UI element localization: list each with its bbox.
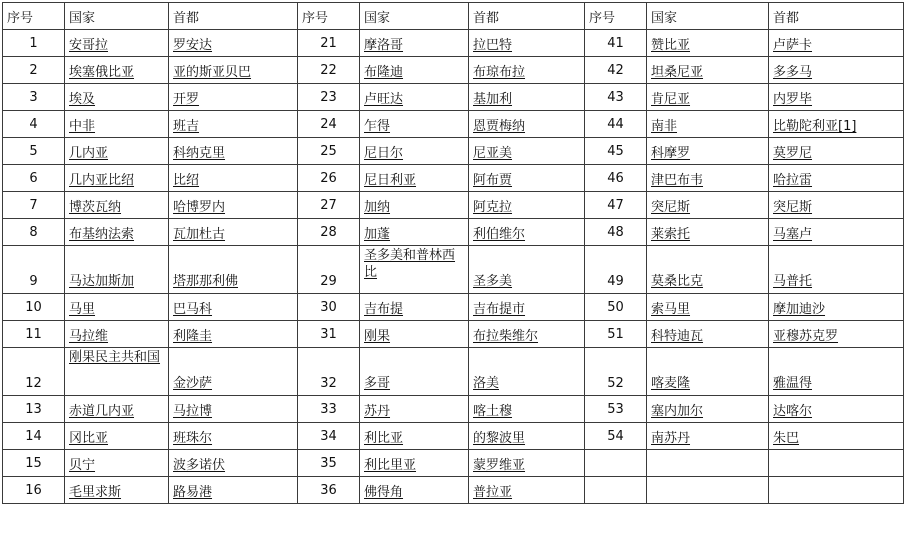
country-cell	[360, 294, 469, 321]
country-link[interactable]: 刚果	[364, 328, 391, 344]
capital-cell	[469, 30, 585, 57]
country-cell	[65, 111, 169, 138]
country-cell	[65, 219, 169, 246]
capital-link[interactable]: 开罗	[173, 91, 200, 107]
country-cell	[360, 246, 469, 294]
country-link[interactable]: 加蓬	[364, 226, 391, 242]
table-row	[3, 219, 904, 246]
row-index: 36	[298, 477, 360, 504]
row-index: 11	[3, 321, 65, 348]
country-cell	[647, 30, 769, 57]
capital-cell	[169, 423, 298, 450]
row-index: 46	[585, 165, 647, 192]
country-link[interactable]: 塞内加尔	[651, 403, 704, 419]
country-link[interactable]: 利比亚	[364, 430, 404, 446]
country-cell	[360, 396, 469, 423]
row-index: 25	[298, 138, 360, 165]
country-link[interactable]: 毛里求斯	[69, 484, 122, 500]
country-link[interactable]: 卢旺达	[364, 91, 404, 107]
country-link[interactable]: 尼日利亚	[364, 172, 417, 188]
country-cell	[65, 477, 169, 504]
capital-link[interactable]: 马塞卢	[773, 226, 813, 242]
country-link[interactable]: 赞比亚	[651, 37, 691, 53]
capital-link[interactable]: 利伯维尔	[473, 226, 526, 242]
capital-cell	[169, 30, 298, 57]
country-link[interactable]: 圣多美和普林西比	[364, 248, 456, 280]
country-link[interactable]: 贝宁	[69, 457, 96, 473]
row-index: 1	[3, 30, 65, 57]
capital-link[interactable]: 比勒陀利亚[1]	[773, 118, 857, 134]
capital-cell	[769, 396, 904, 423]
capital-link[interactable]: 基加利	[473, 91, 513, 107]
country-link[interactable]: 几内亚	[69, 145, 109, 161]
table-row	[3, 423, 904, 450]
capital-cell	[469, 138, 585, 165]
country-cell	[647, 192, 769, 219]
row-index: 31	[298, 321, 360, 348]
country-cell	[65, 165, 169, 192]
capital-link[interactable]: 朱巴	[773, 430, 800, 446]
country-cell	[65, 246, 169, 294]
country-link[interactable]: 刚果民主共和国	[69, 350, 161, 365]
row-index: 15	[3, 450, 65, 477]
capital-cell	[169, 84, 298, 111]
capital-link[interactable]: 罗安达	[173, 37, 213, 53]
row-index: 27	[298, 192, 360, 219]
header-index: 序号	[298, 3, 360, 30]
header-country: 国家	[647, 3, 769, 30]
row-index: 47	[585, 192, 647, 219]
row-index: 29	[298, 246, 360, 294]
capital-cell	[169, 138, 298, 165]
country-cell	[647, 477, 769, 504]
country-link[interactable]: 莱索托	[651, 226, 691, 242]
row-index: 51	[585, 321, 647, 348]
country-cell	[360, 111, 469, 138]
country-cell	[647, 138, 769, 165]
header-index: 序号	[3, 3, 65, 30]
row-index: 32	[298, 348, 360, 396]
row-index: 12	[3, 348, 65, 396]
country-cell	[65, 138, 169, 165]
table-row	[3, 84, 904, 111]
capital-cell	[169, 294, 298, 321]
header-row	[3, 3, 904, 30]
capital-cell	[469, 450, 585, 477]
table-row	[3, 165, 904, 192]
capital-link[interactable]: 圣多美	[473, 274, 513, 289]
country-link[interactable]: 南非	[651, 118, 678, 134]
country-link[interactable]: 冈比亚	[69, 430, 109, 446]
row-index: 28	[298, 219, 360, 246]
table-row	[3, 192, 904, 219]
capital-cell	[769, 294, 904, 321]
country-link[interactable]: 苏丹	[364, 403, 391, 419]
table-row	[3, 246, 904, 294]
row-index: 42	[585, 57, 647, 84]
country-cell	[65, 30, 169, 57]
row-index: 5	[3, 138, 65, 165]
row-index	[585, 477, 647, 504]
country-cell	[647, 219, 769, 246]
row-index: 49	[585, 246, 647, 294]
row-index: 2	[3, 57, 65, 84]
capital-cell	[469, 321, 585, 348]
table-row	[3, 57, 904, 84]
header-capital: 首都	[169, 3, 298, 30]
country-link[interactable]: 科特迪瓦	[651, 328, 704, 344]
country-link[interactable]: 安哥拉	[69, 37, 109, 53]
country-link[interactable]: 尼日尔	[364, 145, 404, 161]
country-cell	[65, 423, 169, 450]
country-link[interactable]: 埃及	[69, 91, 96, 107]
country-link[interactable]: 莫桑比克	[651, 274, 704, 289]
capital-cell	[469, 165, 585, 192]
capital-link[interactable]: 马拉博	[173, 403, 213, 419]
row-index: 34	[298, 423, 360, 450]
country-link[interactable]: 马达加斯加	[69, 274, 135, 289]
capital-cell	[769, 477, 904, 504]
row-index: 33	[298, 396, 360, 423]
capital-link[interactable]: 洛美	[473, 376, 500, 391]
capital-cell	[769, 165, 904, 192]
country-link[interactable]: 博茨瓦纳	[69, 199, 122, 215]
table-row	[3, 111, 904, 138]
capital-cell	[169, 219, 298, 246]
country-cell	[360, 138, 469, 165]
header-country: 国家	[360, 3, 469, 30]
capital-link[interactable]: 比绍	[173, 172, 200, 188]
capital-link[interactable]: 达喀尔	[773, 403, 813, 419]
capital-cell	[169, 348, 298, 396]
row-index: 23	[298, 84, 360, 111]
capital-link[interactable]: 马普托	[773, 274, 813, 289]
country-link[interactable]: 突尼斯	[651, 199, 691, 215]
capital-link[interactable]: 内罗毕	[773, 91, 813, 107]
capital-cell	[769, 348, 904, 396]
capital-link[interactable]: 蒙罗维亚	[473, 457, 526, 473]
table-row	[3, 477, 904, 504]
row-index: 13	[3, 396, 65, 423]
country-cell	[65, 321, 169, 348]
country-link[interactable]: 摩洛哥	[364, 37, 404, 53]
country-link[interactable]: 中非	[69, 118, 96, 134]
row-index: 45	[585, 138, 647, 165]
capital-link[interactable]: 巴马科	[173, 301, 213, 317]
country-cell	[647, 423, 769, 450]
table-row	[3, 348, 904, 396]
country-link[interactable]: 坦桑尼亚	[651, 64, 704, 80]
country-link[interactable]: 吉布提	[364, 301, 404, 317]
capital-link[interactable]: 科纳克里	[173, 145, 226, 161]
capital-cell	[469, 348, 585, 396]
country-cell	[360, 57, 469, 84]
country-cell	[65, 57, 169, 84]
country-cell	[360, 30, 469, 57]
country-cell	[360, 423, 469, 450]
capital-link[interactable]: 普拉亚	[473, 484, 513, 500]
country-link[interactable]: 科摩罗	[651, 145, 691, 161]
row-index: 6	[3, 165, 65, 192]
capital-link[interactable]: 哈博罗内	[173, 199, 226, 215]
capital-cell	[769, 84, 904, 111]
capital-link[interactable]: 尼亚美	[473, 145, 513, 161]
country-link[interactable]: 乍得	[364, 118, 391, 134]
country-cell	[647, 348, 769, 396]
capital-cell	[469, 111, 585, 138]
row-index: 24	[298, 111, 360, 138]
capital-cell	[769, 192, 904, 219]
row-index: 41	[585, 30, 647, 57]
capital-cell	[469, 57, 585, 84]
country-link[interactable]: 布隆迪	[364, 64, 404, 80]
country-cell	[65, 396, 169, 423]
country-cell	[647, 84, 769, 111]
capital-link[interactable]: 波多诺伏	[173, 457, 226, 473]
country-cell	[360, 219, 469, 246]
capital-cell	[469, 294, 585, 321]
row-index: 8	[3, 219, 65, 246]
capital-cell	[169, 192, 298, 219]
capital-cell	[469, 396, 585, 423]
capital-link[interactable]: 塔那那利佛	[173, 274, 239, 289]
country-cell	[360, 450, 469, 477]
capital-link[interactable]: 雅温得	[773, 376, 813, 391]
capital-cell	[769, 219, 904, 246]
table-row	[3, 321, 904, 348]
capital-link[interactable]: 布拉柴维尔	[473, 328, 539, 344]
capital-cell	[169, 450, 298, 477]
country-cell	[65, 450, 169, 477]
row-index: 26	[298, 165, 360, 192]
row-index: 3	[3, 84, 65, 111]
row-index: 7	[3, 192, 65, 219]
capital-cell	[469, 84, 585, 111]
country-link[interactable]: 加纳	[364, 199, 391, 215]
capital-link[interactable]: 突尼斯	[773, 199, 813, 215]
country-link[interactable]: 佛得角	[364, 484, 404, 500]
capital-cell	[169, 321, 298, 348]
capital-link[interactable]: 吉布提市	[473, 301, 526, 317]
row-index: 30	[298, 294, 360, 321]
country-cell	[647, 294, 769, 321]
header-index: 序号	[585, 3, 647, 30]
row-index: 4	[3, 111, 65, 138]
capital-cell	[769, 450, 904, 477]
capital-link[interactable]: 亚的斯亚贝巴	[173, 64, 252, 80]
country-cell	[647, 246, 769, 294]
country-cell	[65, 348, 169, 396]
capital-link[interactable]: 亚穆苏克罗	[773, 328, 839, 344]
capital-cell	[769, 138, 904, 165]
capital-cell	[469, 477, 585, 504]
country-link[interactable]: 布基纳法索	[69, 226, 135, 242]
header-capital: 首都	[469, 3, 585, 30]
capital-link[interactable]: 的黎波里	[473, 430, 526, 446]
row-index: 53	[585, 396, 647, 423]
country-cell	[360, 192, 469, 219]
country-capital-table	[2, 2, 904, 504]
row-index: 48	[585, 219, 647, 246]
capital-cell	[769, 57, 904, 84]
row-index: 52	[585, 348, 647, 396]
country-cell	[360, 84, 469, 111]
country-cell	[647, 450, 769, 477]
country-cell	[360, 165, 469, 192]
capital-cell	[469, 219, 585, 246]
country-link[interactable]: 几内亚比绍	[69, 172, 135, 188]
country-cell	[65, 84, 169, 111]
capital-link[interactable]: 阿克拉	[473, 199, 513, 215]
capital-cell	[469, 192, 585, 219]
country-cell	[360, 477, 469, 504]
country-cell	[647, 57, 769, 84]
country-cell	[65, 294, 169, 321]
table-body	[3, 3, 904, 504]
capital-link[interactable]: 喀土穆	[473, 403, 513, 419]
capital-link[interactable]: 利隆圭	[173, 328, 213, 344]
capital-cell	[469, 423, 585, 450]
capital-link[interactable]: 班吉	[173, 118, 200, 134]
country-link[interactable]: 津巴布韦	[651, 172, 704, 188]
capital-link[interactable]: 阿布贾	[473, 172, 513, 188]
capital-cell	[769, 246, 904, 294]
row-index: 22	[298, 57, 360, 84]
country-cell	[647, 165, 769, 192]
country-link[interactable]: 马里	[69, 301, 96, 317]
capital-link[interactable]: 恩贾梅纳	[473, 118, 526, 134]
capital-cell	[169, 111, 298, 138]
row-index: 9	[3, 246, 65, 294]
capital-link[interactable]: 哈拉雷	[773, 172, 813, 188]
capital-cell	[169, 396, 298, 423]
row-index: 10	[3, 294, 65, 321]
capital-link[interactable]: 瓦加杜古	[173, 226, 226, 242]
capital-cell	[769, 111, 904, 138]
country-link[interactable]: 喀麦隆	[651, 376, 691, 391]
capital-cell	[169, 246, 298, 294]
capital-link[interactable]: 摩加迪沙	[773, 301, 826, 317]
capital-link[interactable]: 布琼布拉	[473, 64, 526, 80]
capital-cell	[469, 246, 585, 294]
header-country: 国家	[65, 3, 169, 30]
table-row	[3, 30, 904, 57]
country-link[interactable]: 肯尼亚	[651, 91, 691, 107]
country-cell	[647, 396, 769, 423]
country-cell	[360, 321, 469, 348]
row-index: 54	[585, 423, 647, 450]
capital-link[interactable]: 班珠尔	[173, 430, 213, 446]
country-cell	[647, 111, 769, 138]
country-cell	[360, 348, 469, 396]
country-link[interactable]: 南苏丹	[651, 430, 691, 446]
country-link[interactable]: 索马里	[651, 301, 691, 317]
row-index: 50	[585, 294, 647, 321]
row-index: 44	[585, 111, 647, 138]
capital-link[interactable]: 卢萨卡	[773, 37, 813, 53]
country-link[interactable]: 多哥	[364, 376, 391, 391]
country-cell	[647, 321, 769, 348]
row-index	[585, 450, 647, 477]
table-row	[3, 294, 904, 321]
capital-link[interactable]: 拉巴特	[473, 37, 513, 53]
row-index: 14	[3, 423, 65, 450]
table-row	[3, 450, 904, 477]
country-cell	[65, 192, 169, 219]
capital-cell	[169, 477, 298, 504]
capital-cell	[769, 423, 904, 450]
country-link[interactable]: 赤道几内亚	[69, 403, 135, 419]
capital-link[interactable]: 多多马	[773, 64, 813, 80]
row-index: 35	[298, 450, 360, 477]
capital-cell	[169, 57, 298, 84]
row-index: 43	[585, 84, 647, 111]
country-link[interactable]: 利比里亚	[364, 457, 417, 473]
table-row	[3, 396, 904, 423]
capital-link[interactable]: 莫罗尼	[773, 145, 813, 161]
row-index: 16	[3, 477, 65, 504]
table-row	[3, 138, 904, 165]
capital-cell	[769, 321, 904, 348]
capital-cell	[769, 30, 904, 57]
country-link[interactable]: 马拉维	[69, 328, 109, 344]
header-capital: 首都	[769, 3, 904, 30]
capital-cell	[169, 165, 298, 192]
country-link[interactable]: 埃塞俄比亚	[69, 64, 135, 80]
row-index: 21	[298, 30, 360, 57]
capital-link[interactable]: 路易港	[173, 484, 213, 500]
capital-link[interactable]: 金沙萨	[173, 376, 213, 391]
